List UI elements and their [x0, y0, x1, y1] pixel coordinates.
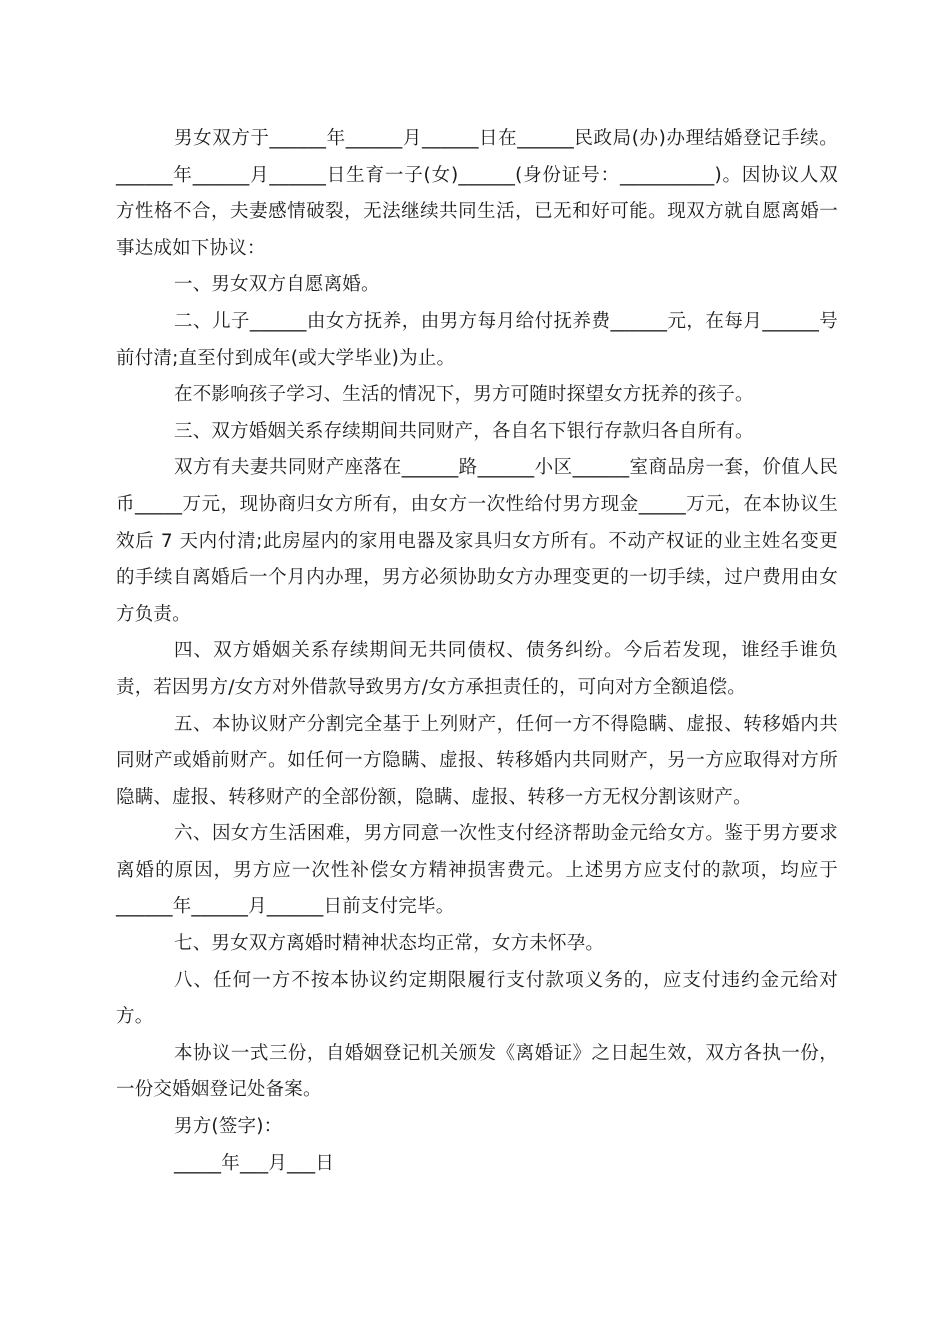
- clause-6: 六、因女方生活困难，男方同意一次性支付经济帮助金元给女方。鉴于男方要求离婚的原因，男方应一次性补偿女方精神损害费元。上述男方应支付的款项，均应于______年______月______日前支付完毕。: [116, 823, 838, 918]
- clause-3: 三、双方婚姻关系存续期间共同财产，各自名下银行存款归各自所有。: [174, 420, 754, 442]
- clause-2: 二、儿子______由女方抚养，由男方每月给付抚养费______元，在每月______号前付清;直至付到成年(或大学毕业)为止。: [116, 310, 838, 369]
- clause-7: 七、男女双方离婚时精神状态均正常，女方未怀孕。: [174, 933, 605, 955]
- clause-5: 五、本协议财产分割完全基于上列财产，任何一方不得隐瞒、虚报、转移婚内共同财产或婚前财产。如任何一方隐瞒、虚报、转移婚内共同财产，另一方应取得对方所隐瞒、虚报、转移财产的全部份额，隐瞒、虚报、转移一方无权分割该财产。: [116, 713, 838, 808]
- clause-3-property: 双方有夫妻共同财产座落在______路______小区______室商品房一套，价值人民币_____万元，现协商归女方所有，由女方一次性给付男方现金_____万元，在本协议生效后 7 天内付清;此房屋内的家用电器及家具归女方所有。不动产权证的业主姓名变更的手续自离婚后一个月内办理，男方必须协助女方办理变更的一切手续，过户费用由女方负责。: [116, 457, 838, 625]
- intro-paragraph: 男女双方于______年______月______日在______民政局(办)办理结婚登记手续。______年______月______日生育一子(女)______(身份证号：__________)。因协议人双方性格不合，夫妻感情破裂，无法继续共同生活，已无和好可能。现双方就自愿离婚一事达成如下协议：: [116, 128, 838, 259]
- closing-paragraph: 本协议一式三份，自婚姻登记机关颁发《离婚证》之日起生效，双方各执一份，一份交婚姻登记处备案。: [116, 1042, 838, 1101]
- male-signature-line: 男方(签字)：: [174, 1116, 283, 1138]
- clause-2-visitation: 在不影响孩子学习、生活的情况下，男方可随时探望女方抚养的孩子。: [174, 384, 754, 406]
- signature-date-line: _____年___月___日: [174, 1152, 335, 1174]
- clause-4: 四、双方婚姻关系存续期间无共同债权、债务纠纷。今后若发现，谁经手谁负责，若因男方/女方对外借款导致男方/女方承担责任的，可向对方全额追偿。: [116, 640, 838, 698]
- agreement-document: [116, 121, 838, 1182]
- clause-1: 一、男女双方自愿离婚。: [174, 274, 380, 296]
- clause-8: 八、任何一方不按本协议约定期限履行支付款项义务的，应支付违约金元给对方。: [116, 969, 838, 1028]
